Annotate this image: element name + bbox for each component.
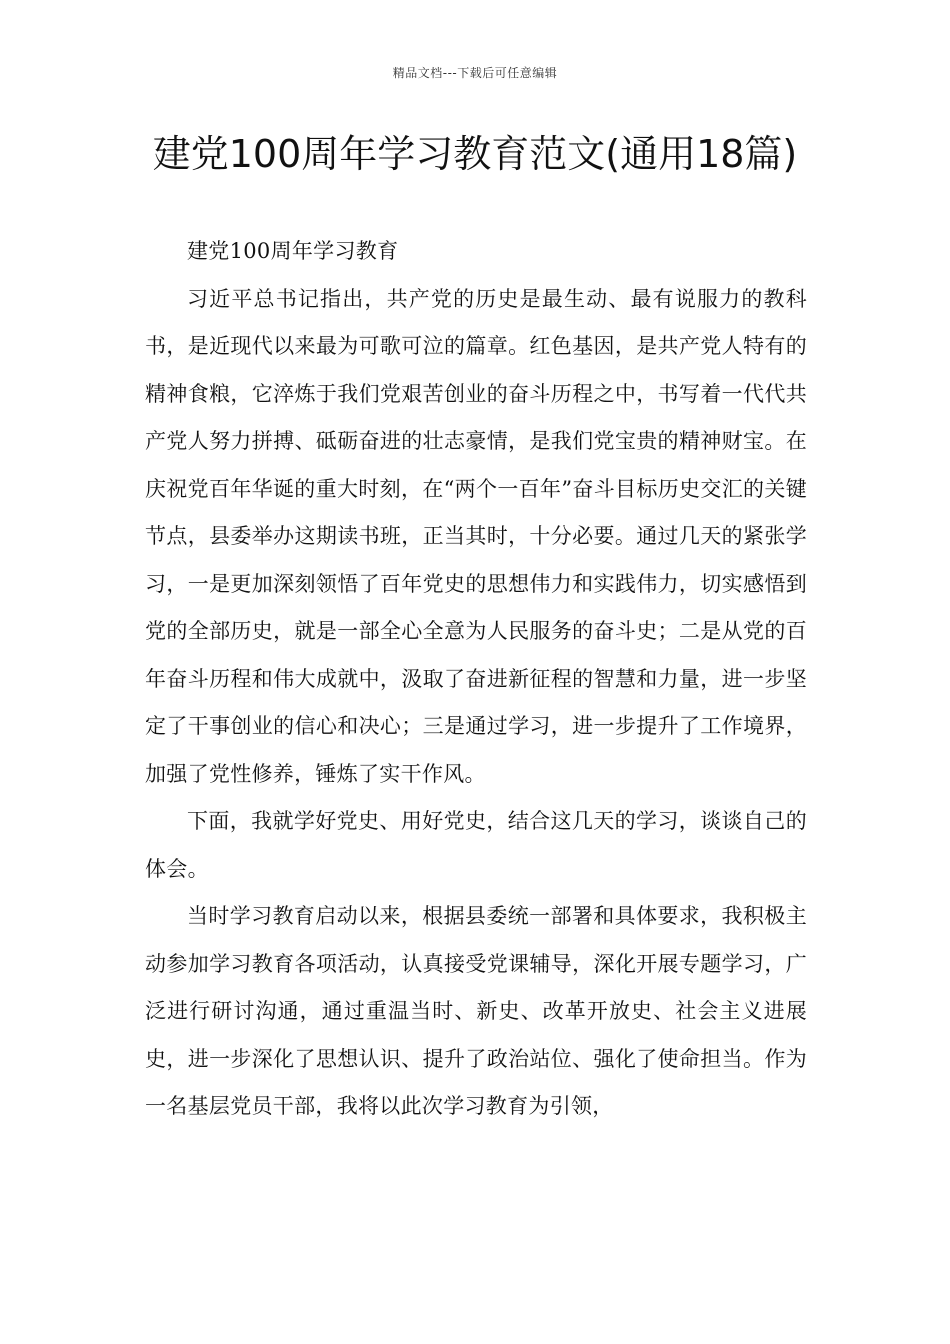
body-paragraph: 当时学习教育启动以来，根据县委统一部署和具体要求，我积极主动参加学习教育各项活动，认真接受党课辅导，深化开展专题学习，广泛进行研讨沟通，通过重温当时、新史、改革开放史、社会主义进展史，进一步深化了思想认识、提升了政治站位、强化了使命担当。作为一名基层党员干部，我将以此次学习教育为引领， (145, 904, 807, 1118)
section-heading: 建党100周年学习教育 (187, 239, 399, 263)
body-paragraph: 习近平总书记指出，共产党的历史是最生动、最有说服力的教科书，是近现代以来最为可歌可泣的篇章。红色基因，是共产党人特有的精神食粮，它淬炼于我们党艰苦创业的奋斗历程之中，书写着一代代共产党人努力拼搏、砥砺奋进的壮志豪情，是我们党宝贵的精神财宝。在庆祝党百年华诞的重大时刻，在“两个一百年”奋斗目标历史交汇的关键节点，县委举办这期读书班，正当其时，十分必要。通过几天的紧张学习，一是更加深刻领悟了百年党史的思想伟力和实践伟力，切实感悟到党的全部历史，就是一部全心全意为人民服务的奋斗史；二是从党的百年奋斗历程和伟大成就中，汲取了奋进新征程的智慧和力量，进一步坚定了干事创业的信心和决心；三是通过学习，进一步提升了工作境界，加强了党性修养，锤炼了实干作风。 (145, 286, 807, 786)
header-note: 精品文档---下载后可任意编辑 (392, 66, 558, 80)
document-title: 建党100周年学习教育范文(通用18篇) (152, 132, 798, 176)
document-body (145, 228, 807, 1131)
body-paragraph: 下面，我就学好党史、用好党史，结合这几天的学习，谈谈自己的体会。 (145, 809, 807, 881)
